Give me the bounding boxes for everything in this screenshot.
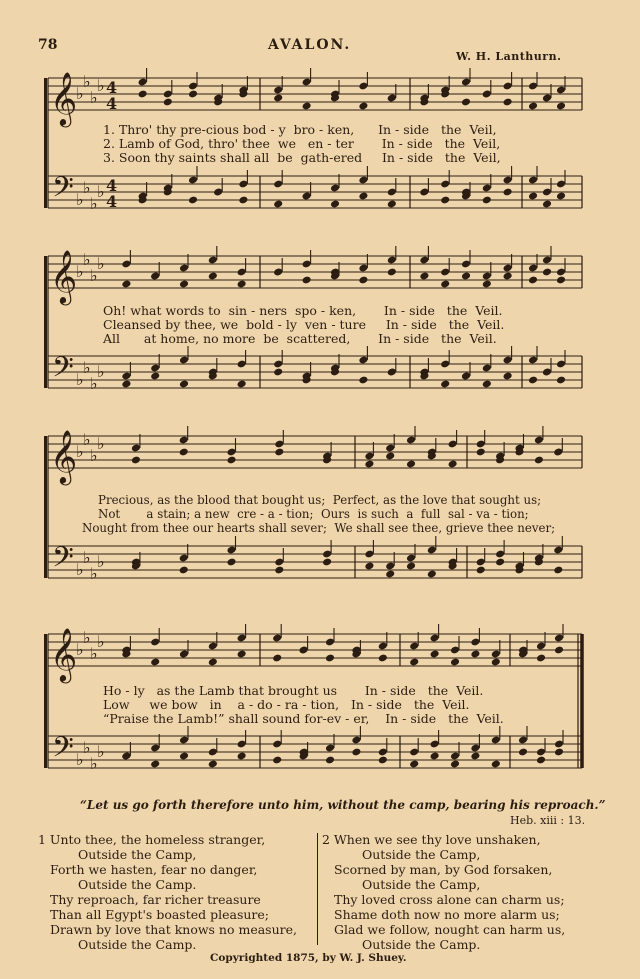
stanza-one (38, 832, 297, 952)
note-head (528, 102, 538, 111)
note-head (534, 456, 544, 465)
stanza-line: Outside the Camp. (362, 937, 481, 952)
flat-icon: ♭ (76, 84, 84, 103)
note-head (364, 562, 374, 571)
note-head (237, 650, 247, 659)
flat-icon: ♭ (90, 644, 98, 663)
lyric-line: Ho - ly as the Lamb that brought us In - side the Veil. (103, 683, 484, 698)
note-head (226, 456, 236, 465)
stanza-two (322, 832, 565, 952)
flat-icon: ♭ (76, 370, 84, 389)
scripture-reference: Heb. xiii : 13. (510, 814, 586, 827)
note-head (208, 658, 218, 667)
note-head (378, 654, 388, 663)
stanza-line: Drawn by love that knows no measure, (50, 922, 297, 937)
note-head (482, 280, 492, 289)
lyric-line: Cleansed by thee, we bold - ly ven - ture In - side the Veil. (103, 317, 505, 332)
note-head (121, 380, 131, 389)
lyric-line: 2. Lamb of God, thro' thee we en - ter In - side the Veil, (103, 136, 501, 151)
note-head (238, 196, 248, 205)
note-head (476, 448, 486, 457)
stanza-line: Shame doth now no more alarm us; (334, 907, 560, 922)
note-head (387, 200, 397, 209)
note-head (364, 460, 374, 469)
stanza-line: 2 When we see thy love unshaken, (322, 832, 541, 847)
note-head (237, 280, 247, 289)
note-head (503, 272, 513, 281)
note-head (330, 200, 340, 209)
time-signature: 4 (106, 78, 118, 97)
note-head (325, 756, 335, 765)
stanza-line: Outside the Camp. (78, 877, 197, 892)
note-head (518, 748, 528, 757)
note-head (226, 558, 236, 567)
note-head (430, 752, 440, 761)
flat-icon: ♭ (90, 88, 98, 107)
time-signature: 4 (106, 192, 118, 211)
treble-clef-icon: 𝄞 (50, 627, 78, 681)
system-brace (44, 634, 47, 768)
stanza-line: Thy reproach, far richer treasure (50, 892, 261, 907)
lyric-line: Not a stain; a new cre - a - tion; Ours is such a full sal - va - tion; (98, 507, 529, 521)
note-head (491, 658, 501, 667)
note-head (179, 280, 189, 289)
note-head (409, 658, 419, 667)
note-head (482, 380, 492, 389)
flat-icon: ♭ (97, 742, 105, 761)
note-head (440, 196, 450, 205)
note-head (272, 756, 282, 765)
note-head (273, 368, 283, 377)
stanza-line: Outside the Camp, (362, 847, 481, 862)
system-brace (44, 78, 47, 208)
note-head (351, 748, 361, 757)
note-head (503, 188, 513, 197)
note-head (556, 102, 566, 111)
note-head (208, 272, 218, 281)
note-head (440, 280, 450, 289)
flat-icon: ♭ (90, 266, 98, 285)
stanza-line: Outside the Camp, (362, 877, 481, 892)
note-head (528, 276, 538, 285)
hymn-title: AVALON. (268, 37, 352, 53)
note-head (491, 760, 501, 769)
note-head (542, 268, 552, 277)
note-head (385, 452, 395, 461)
note-head (554, 646, 564, 655)
note-head (448, 460, 458, 469)
note-head (358, 376, 368, 385)
stanza-line: Thy loved cross alone can charm us; (334, 892, 565, 907)
note-head (528, 376, 538, 385)
note-head (556, 192, 566, 201)
note-head (440, 380, 450, 389)
note-head (430, 650, 440, 659)
flat-icon: ♭ (76, 560, 84, 579)
treble-clef-icon: 𝄞 (50, 71, 78, 125)
flat-icon: ♭ (83, 548, 91, 567)
note-head (470, 752, 480, 761)
note-head (358, 276, 368, 285)
lyric-line: “Praise the Lamb!” shall sound for-ev - er, In - side the Veil. (103, 711, 504, 726)
note-head (427, 570, 437, 579)
note-head (450, 760, 460, 769)
lyric-line: Low we bow in a - do - ra - tion, In - side the Veil. (103, 697, 470, 712)
flat-icon: ♭ (90, 754, 98, 773)
flat-icon: ♭ (90, 446, 98, 465)
flat-icon: ♭ (97, 632, 105, 651)
note-head (237, 380, 247, 389)
note-head (273, 200, 283, 209)
note-head (121, 280, 131, 289)
note-head (274, 566, 284, 575)
flat-icon: ♭ (97, 76, 105, 95)
note-head (138, 90, 148, 99)
page-number: 78 (38, 37, 58, 53)
stanza-divider (317, 833, 318, 945)
flat-icon: ♭ (76, 442, 84, 461)
flat-icon: ♭ (97, 552, 105, 571)
note-head (476, 566, 486, 575)
note-head (461, 98, 471, 107)
note-head (387, 268, 397, 277)
note-head (272, 654, 282, 663)
note-head (188, 90, 198, 99)
note-head (450, 658, 460, 667)
note-head (208, 760, 218, 769)
note-head (556, 376, 566, 385)
composer-credit: W. H. Lanthurn. (456, 50, 562, 63)
lyric-line: All at home, no more be scattered, In - side the Veil. (103, 331, 497, 346)
note-head (302, 102, 312, 111)
flat-icon: ♭ (76, 750, 84, 769)
note-head (378, 756, 388, 765)
flat-icon: ♭ (83, 430, 91, 449)
note-head (131, 456, 141, 465)
stanza-line: Outside the Camp, (78, 847, 197, 862)
note-head (554, 748, 564, 757)
bass-clef-icon: 𝄢 (52, 351, 74, 391)
stanza-line: 1 Unto thee, the homeless stranger, (38, 832, 266, 847)
note-head (406, 562, 416, 571)
note-head (419, 272, 429, 281)
note-head (163, 98, 173, 107)
note-head (273, 94, 283, 103)
note-head (528, 192, 538, 201)
system-brace (44, 436, 47, 578)
flat-icon: ♭ (83, 178, 91, 197)
lyric-line: Precious, as the blood that bought us; Perfect, as the love that sought us; (98, 493, 542, 507)
lyric-line: Nought from thee our hearts shall sever; We shall see thee, grieve thee never; (82, 521, 556, 535)
note-head (302, 276, 312, 285)
stanza-line: Scorned by man, by God forsaken, (334, 862, 553, 877)
stanza-line: Outside the Camp. (78, 937, 197, 952)
scripture-quote: “Let us go forth therefore unto him, without the camp, bearing his reproach.” (80, 798, 606, 812)
bass-clef-icon: 𝄢 (52, 541, 74, 581)
note-head (150, 658, 160, 667)
lyric-line: Oh! what words to sin - ners spo - ken, In - side the Veil. (103, 303, 503, 318)
flat-icon: ♭ (90, 374, 98, 393)
flat-icon: ♭ (97, 362, 105, 381)
system-brace (44, 256, 47, 388)
stanza-line: Forth we hasten, fear no danger, (50, 862, 258, 877)
stanza-line: Than all Egypt's boasted pleasure; (50, 907, 270, 922)
flat-icon: ♭ (97, 182, 105, 201)
treble-clef-icon: 𝄞 (50, 429, 78, 483)
note-head (556, 276, 566, 285)
note-head (179, 380, 189, 389)
note-head (503, 372, 513, 381)
bass-clef-icon: 𝄢 (52, 731, 74, 771)
flat-icon: ♭ (76, 262, 84, 281)
note-head (470, 650, 480, 659)
note-head (409, 760, 419, 769)
flat-icon: ♭ (83, 72, 91, 91)
note-head (542, 200, 552, 209)
note-head (322, 558, 332, 567)
note-head (150, 372, 160, 381)
note-head (188, 196, 198, 205)
lyric-line: 1. Thro' thy pre-cious bod - y bro - ken, In - side the Veil, (103, 122, 497, 137)
stanza-line: Glad we follow, nought can harm us, (334, 922, 566, 937)
time-signature: 4 (106, 176, 118, 195)
note-head (536, 756, 546, 765)
note-head (179, 752, 189, 761)
flat-icon: ♭ (76, 640, 84, 659)
time-signature: 4 (106, 94, 118, 113)
note-head (553, 566, 563, 575)
note-head (358, 192, 368, 201)
flat-icon: ♭ (97, 434, 105, 453)
flat-icon: ♭ (97, 254, 105, 273)
note-head (179, 566, 189, 575)
bass-clef-icon: 𝄢 (52, 171, 74, 211)
treble-clef-icon: 𝄞 (50, 249, 78, 303)
copyright-notice: Copyrighted 1875, by W. J. Shuey. (210, 952, 407, 964)
flat-icon: ♭ (83, 628, 91, 647)
flat-icon: ♭ (83, 250, 91, 269)
note-head (406, 460, 416, 469)
flat-icon: ♭ (90, 194, 98, 213)
note-head (150, 760, 160, 769)
note-head (503, 98, 513, 107)
note-head (482, 196, 492, 205)
note-head (274, 448, 284, 457)
flat-icon: ♭ (83, 738, 91, 757)
note-head (325, 654, 335, 663)
note-head (358, 102, 368, 111)
note-head (536, 654, 546, 663)
note-head (385, 570, 395, 579)
note-head (495, 558, 505, 567)
note-head (179, 448, 189, 457)
flat-icon: ♭ (83, 358, 91, 377)
flat-icon: ♭ (76, 190, 84, 209)
note-head (461, 272, 471, 281)
flat-icon: ♭ (90, 564, 98, 583)
note-head (237, 752, 247, 761)
lyric-line: 3. Soon thy saints shall all be gath-ered In - side the Veil, (103, 150, 501, 165)
